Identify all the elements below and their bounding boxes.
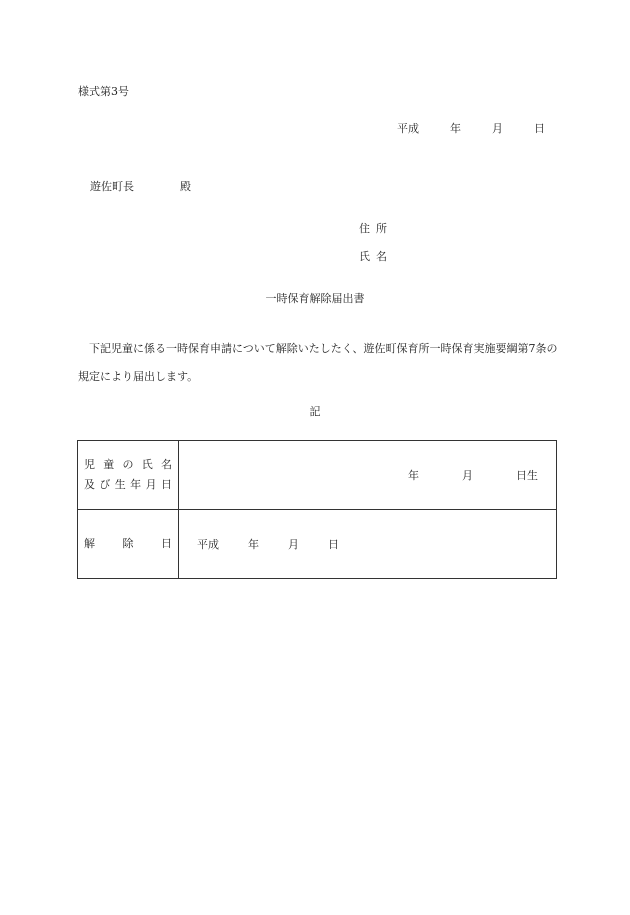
birth-month: 月 [462, 469, 473, 482]
label-char: 日 [160, 478, 172, 491]
label-char: の [122, 458, 134, 471]
label-char: 童 [103, 458, 115, 471]
record-table [77, 440, 557, 579]
label-line-1 [84, 534, 172, 554]
table-row-cancel [78, 510, 557, 579]
label-char: 除 [122, 537, 134, 550]
label-char: 児 [84, 458, 95, 471]
label-char: び [99, 478, 111, 491]
birth-date-field[interactable] [179, 441, 557, 510]
cancel-year: 年 [248, 538, 259, 551]
name-label: 氏名 [359, 250, 393, 263]
body-paragraph: 下記児童に係る一時保育申請について解除いたしたく、遊佐町保育所一時保育実施要綱第7条の規定により届出します。 [78, 342, 558, 383]
cancel-month: 月 [288, 538, 299, 551]
table-row-child [78, 441, 557, 510]
addressee-honorific: 殿 [180, 180, 191, 193]
form-number: 様式第3号 [78, 85, 129, 98]
label-char: 日 [161, 537, 172, 550]
cancel-date-field[interactable] [179, 510, 557, 579]
cancel-day: 日 [328, 538, 339, 551]
addressee-title: 遊佐町長 [90, 180, 134, 193]
date-year: 年 [450, 122, 461, 135]
birth-day: 日生 [516, 469, 538, 482]
address-label: 住所 [359, 222, 393, 235]
submission-date [397, 122, 545, 136]
label-line-2 [84, 475, 172, 495]
cancel-era: 平成 [197, 538, 219, 551]
birth-year: 年 [408, 469, 419, 482]
date-day: 日 [534, 122, 545, 135]
addressee [90, 180, 191, 194]
label-line-1 [84, 455, 172, 475]
date-era: 平成 [397, 122, 419, 135]
date-month: 月 [492, 122, 503, 135]
ki-heading: 記 [309, 405, 321, 418]
label-char: 及 [84, 478, 95, 491]
label-char: 氏 [141, 458, 153, 471]
label-char: 名 [161, 458, 172, 471]
child-name-birth-label [78, 441, 179, 510]
document-title: 一時保育解除届出書 [265, 292, 365, 305]
cancel-date-label [78, 510, 179, 579]
label-char: 月 [145, 478, 157, 491]
label-char: 生 [114, 478, 126, 491]
label-char: 年 [130, 478, 142, 491]
label-char: 解 [84, 537, 95, 550]
